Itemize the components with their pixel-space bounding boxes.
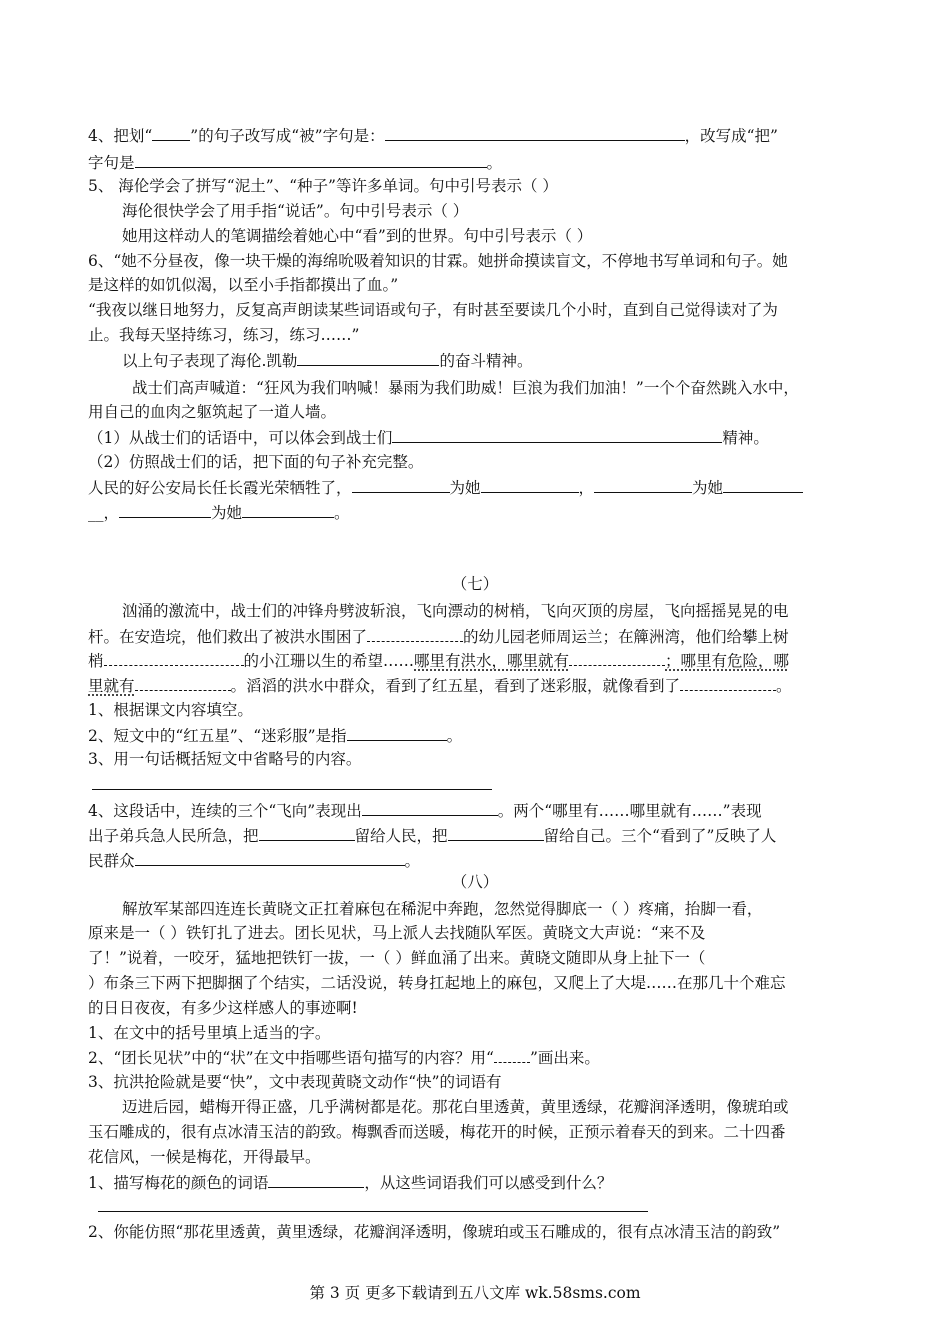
sec7-q3: 3、用一句话概括短文中省略号的内容。 bbox=[88, 750, 362, 768]
q6-line2: 是这样的如饥似渴，以至小手指都摸出了血。” bbox=[88, 276, 399, 294]
sec8-para-line4: ）布条三下两下把脚捆了个结实，二话没说，转身扛起地上的麻包，又爬上了大堤……在那几十个难忘 bbox=[88, 974, 786, 992]
sec8-para-line2: 原来是一（ ）铁钉扎了进去。团长见状，马上派人去找随队军医。黄晓文大声说：“来不及 bbox=[88, 924, 706, 942]
sec7-q1: 1、根据课文内容填空。 bbox=[88, 701, 253, 719]
sec7-para-line2: 杆。在安造垸，他们救出了被洪水围困了 的幼儿园老师周运兰；在簰洲湾，他们给攀上树 bbox=[88, 624, 878, 649]
plum-para-line1: 迈进后园，蜡梅开得正盛，几乎满树都是花。那花白里透黄，黄里透绿，花瓣润泽透明，像琥珀或 bbox=[122, 1098, 789, 1116]
q6-line3: “我夜以继日地努力，反复高声朗读某些词语或句子，有时甚至要读几个小时，直到自己觉得读对了为 bbox=[88, 301, 778, 319]
q6-line4: 止。我每天坚持练习，练习，练习……” bbox=[88, 326, 360, 344]
sec8-para-line3: 了！”说着，一咬牙，猛地把铁钉一拔，一（ ）鲜血涌了出来。黄晓文随即从身上扯下一（ bbox=[88, 949, 706, 967]
soldiers-line1: 战士们高声喊道：“狂风为我们呐喊！暴雨为我们助威！巨浪为我们加油！”一个个奋然跳入水中， bbox=[132, 379, 799, 397]
plum-q1-answer-line bbox=[98, 1211, 648, 1212]
sec8-q3: 3、抗洪抢险就是要“快”，文中表现黄晓文动作“快”的词语有 bbox=[88, 1073, 502, 1091]
sec7-q3-answer-line bbox=[92, 789, 492, 790]
soldiers-q1: （1）从战士们的话语中，可以体会到战士们 精神。 bbox=[88, 425, 878, 450]
q4-line1: 4、把划“ ”的句子改写成“被”字句是： ，改写成“把” bbox=[88, 123, 878, 148]
q4-line2: 字句是 。 bbox=[88, 150, 878, 175]
sec8-q1: 1、在文中的括号里填上适当的字。 bbox=[88, 1024, 331, 1042]
soldiers-q2: （2）仿照战士们的话，把下面的句子补充完整。 bbox=[88, 453, 424, 471]
q5-line2: 海伦很快学会了用手指“说话”。句中引号表示（ ） bbox=[122, 202, 469, 220]
plum-q1: 1、描写梅花的颜色的词语 ，从这些词语我们可以感受到什么？ bbox=[88, 1170, 878, 1195]
sec7-para-line1: 汹涌的激流中，战士们的冲锋舟劈波斩浪，飞向漂动的树梢，飞向灭顶的房屋，飞向摇摇晃晃的电 bbox=[122, 602, 789, 620]
q6-line1: 6、“她不分昼夜，像一块干燥的海绵吮吸着知识的甘霖。她拼命摸读盲文，不停地书写单词和句子。她 bbox=[88, 252, 788, 270]
soldiers-fill-line1: 人民的好公安局长任长霞光荣牺牲了， 为她 ， 为她 bbox=[88, 475, 878, 500]
sec7-q4-line1: 4、这段话中，连续的三个“飞向”表现出 。两个“哪里有……哪里就有……”表现 bbox=[88, 798, 878, 823]
section-8-title: （八） bbox=[451, 873, 499, 891]
q5-line1: 5、 海伦学会了拼写“泥土”、“种子”等许多单词。句中引号表示（ ） bbox=[88, 177, 558, 195]
sec7-q2: 2、短文中的“红五星”、“迷彩服”是指 。 bbox=[88, 723, 878, 748]
sec8-q2: 2、“团长见状”中的“状”在文中指哪些语句描写的内容？用“ ”画出来。 bbox=[88, 1045, 878, 1070]
page-footer: 第 3 页 更多下载请到五八文库 wk.58sms.com bbox=[309, 1284, 641, 1302]
sec7-q4-line2: 出子弟兵急人民所急，把 留给人民，把 留给自己。三个“看到了”反映了人 bbox=[88, 823, 878, 848]
plum-para-line2: 玉石雕成的，很有点冰清玉洁的韵致。梅飘香而送暖，梅花开的时候，正预示着春天的到来。二十四番 bbox=[88, 1123, 786, 1141]
sec8-para-line5: 的日日夜夜，有多少这样感人的事迹啊! bbox=[88, 999, 358, 1017]
sec8-para-line1: 解放军某部四连连长黄晓文正扛着麻包在稀泥中奔跑，忽然觉得脚底一（ ）疼痛，抬脚一看， bbox=[122, 900, 763, 918]
soldiers-line2: 用自己的血肉之躯筑起了一道人墙。 bbox=[88, 403, 337, 421]
sec7-para-line3: 梢 的小江珊以生的希望……哪里有洪水，哪里就有 ；哪里有危险，哪 bbox=[88, 648, 878, 673]
q6-line5: 以上句子表现了海伦.凯勒 的奋斗精神。 bbox=[122, 348, 912, 373]
sec7-q4-line3: 民群众 。 bbox=[88, 848, 878, 873]
q5-line3: 她用这样动人的笔调描绘着她心中“看”到的世界。句中引号表示（ ） bbox=[122, 227, 593, 245]
section-7-title: （七） bbox=[451, 575, 499, 593]
plum-para-line3: 花信风，一候是梅花，开得最早。 bbox=[88, 1148, 321, 1166]
soldiers-fill-line2: __， 为她 。 bbox=[88, 500, 878, 525]
plum-q2: 2、你能仿照“那花里透黄，黄里透绿，花瓣润泽透明，像琥珀或玉石雕成的，很有点冰清玉洁的韵致” bbox=[88, 1223, 781, 1241]
sec7-para-line4: 里就有 。滔滔的洪水中群众，看到了红五星，看到了迷彩服，就像看到了 。 bbox=[88, 673, 878, 698]
